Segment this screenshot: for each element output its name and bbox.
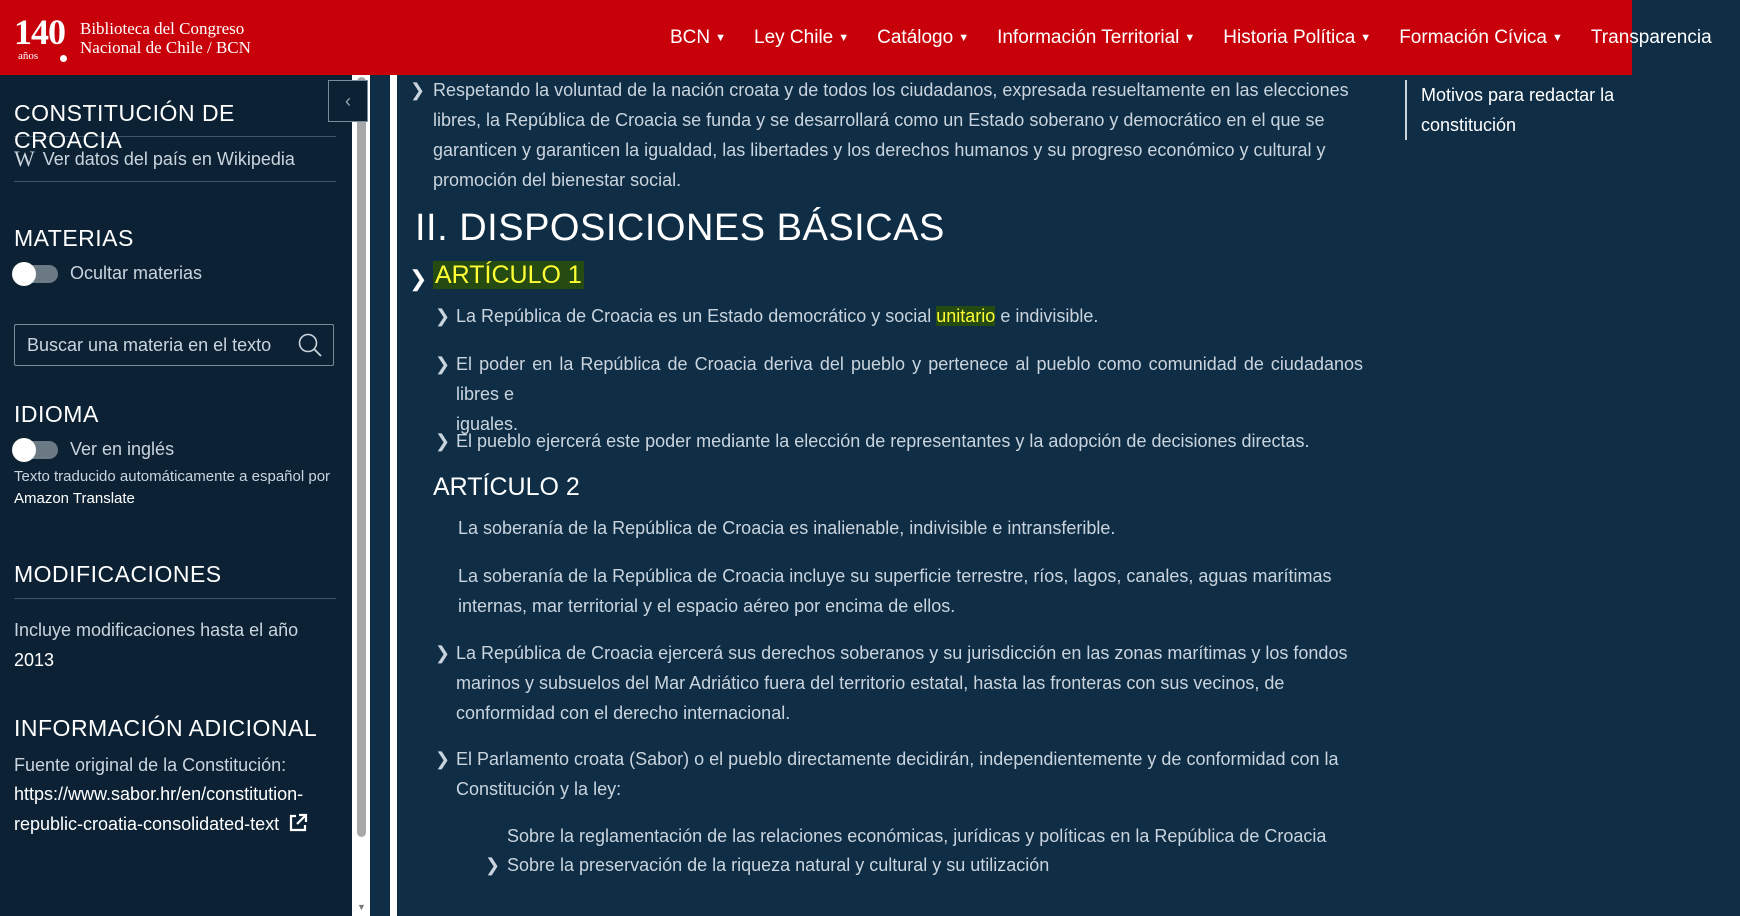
article-2-title: ARTÍCULO 2 [433,473,580,501]
materia-search-input[interactable] [27,335,287,356]
sidebar-scrollbar-thumb[interactable] [357,77,366,837]
anniversary-140-logo-icon [10,10,68,66]
article-1-title-text: ARTÍCULO 1 [435,261,582,289]
constitution-text [397,75,1387,916]
text-line: La soberanía de la República de Croacia incluye su superficie terrestre, ríos, lagos, canales, aguas marítimas [458,566,1332,586]
text-line: El poder en la República de Croacia deriva del pueblo y pertenece al pueblo como comunidad de ciudadanos libres e [456,354,1363,404]
source-label: Fuente original de la Constitución: [14,755,287,775]
materias-toggle-row [14,263,202,284]
modificaciones-heading: MODIFICACIONES [14,561,222,587]
chevron-right-icon[interactable]: ❯ [435,354,451,374]
logo-number: 140 [14,12,65,52]
modificaciones-block [14,561,336,599]
modificaciones-text [14,615,336,675]
collapse-sidebar-button[interactable] [328,80,368,122]
article-2-subitem-2: Sobre la preservación de la riqueza natural y cultural y su utilización [507,855,1050,875]
constitution-title: CONSTITUCIÓN DE CROACIA [14,100,235,153]
nav-item-transparencia[interactable] [1591,27,1712,49]
nav-item-historia-politica[interactable] [1223,27,1371,49]
translation-note [14,466,336,510]
toc-item-line: Motivos para redactar la [1421,85,1615,105]
scroll-down-arrow-icon[interactable]: ▼ [357,902,366,912]
text-line: iguales. [456,414,519,434]
article-1-paragraph-1 [456,301,1356,331]
chevron-right-icon[interactable]: ❯ [409,266,428,291]
chevron-right-icon[interactable]: ❯ [435,306,451,326]
caret-down-icon: ▼ [1184,31,1196,44]
nav-label: Catálogo [877,26,954,48]
ocultar-materias-label: Ocultar materias [70,263,203,283]
source-link-line-1: https://www.sabor.hr/en/constitution- [14,784,304,804]
article-2-paragraph-4 [456,744,1363,804]
chevron-left-icon: ‹ [345,90,351,111]
logo-dot [60,55,67,62]
logo-text [80,19,251,57]
toc-item-motivos[interactable] [1421,80,1625,140]
article-1-title [433,261,584,290]
top-navbar [0,0,1712,75]
sidebar-scrollbar[interactable] [352,75,370,916]
source-link[interactable] [14,779,336,839]
translation-note-text: Texto traducido automáticamente a español por [14,468,331,485]
intro-line: garanticen y garanticen la igualdad, las libertades y los derechos humanos y su progreso económico y cultural y [433,140,1326,160]
text-line: El Parlamento croata (Sabor) o el pueblo directamente decidirán, independientemente y de conformidad con la [456,749,1339,769]
main-nav [670,0,1740,75]
search-icon[interactable] [297,332,323,358]
logo-line-2: Nacional de Chile / BCN [80,38,251,57]
chevron-right-icon[interactable]: ❯ [485,855,501,875]
wiki-link-block [14,137,336,182]
logo-years: años [18,50,39,62]
wikipedia-icon: W [14,146,35,171]
sidebar-title-block [14,100,336,153]
nav-label: BCN [670,26,711,48]
article-2-paragraph-2 [458,561,1363,621]
article-2-subitem-1: Sobre la reglamentación de las relaciones económicas, jurídicas y políticas en la República de Croacia [507,826,1327,846]
nav-label: Formación Cívica [1399,26,1548,48]
intro-line: Respetando la voluntad de la nación croata y de todos los ciudadanos, expresada resueltamente en las elecciones [433,80,1349,100]
text-span: La República de Croacia es un Estado democrático y social [456,306,937,326]
caret-down-icon: ▼ [715,31,727,44]
nav-label: Ley Chile [754,26,834,48]
text-line: Constitución y la ley: [456,779,622,799]
modificaciones-label: Incluye modificaciones hasta el año [14,620,299,640]
nav-item-ley-chile[interactable] [754,27,849,49]
text-span: e indivisible. [995,306,1099,326]
intro-paragraph [433,75,1363,195]
article-1-paragraph-3: El pueblo ejercerá este poder mediante la elección de representantes y la adopción de decisiones directas. [456,431,1310,451]
caret-down-icon: ▼ [1360,31,1372,44]
intro-line: libres, la República de Croacia se funda y se desarrollará como un Estado soberano y democrático en el que se [433,110,1325,130]
idioma-toggle-row [14,439,174,460]
nav-label: Historia Política [1223,26,1356,48]
table-of-contents [1405,80,1625,140]
nav-item-formacion-civica[interactable] [1399,27,1563,49]
chevron-right-icon[interactable]: ❯ [435,643,451,663]
materias-heading: MATERIAS [14,225,134,251]
nav-label: Información Territorial [997,26,1180,48]
materia-search-box [14,324,334,366]
section-title: II. DISPOSICIONES BÁSICAS [415,207,945,249]
ver-en-ingles-toggle[interactable] [14,441,58,459]
highlighted-term[interactable]: unitario [936,306,996,326]
translation-service: Amazon Translate [14,490,135,507]
chevron-right-icon[interactable]: ❯ [435,431,451,451]
caret-down-icon: ▼ [958,31,970,44]
article-2-paragraph-1: La soberanía de la República de Croacia es inalienable, indivisible e intransferible. [458,518,1116,538]
wikipedia-link[interactable] [14,137,336,181]
nav-item-informacion-territorial[interactable] [997,27,1195,49]
text-line: conformidad con el derecho internacional. [456,703,791,723]
intro-line: promoción del bienestar social. [433,170,682,190]
chevron-right-icon[interactable]: ❯ [435,749,451,769]
external-link-icon [288,813,308,833]
ver-en-ingles-label: Ver en inglés [70,439,175,459]
nav-item-catalogo[interactable] [877,27,969,49]
caret-down-icon: ▼ [838,31,850,44]
caret-down-icon: ▼ [1552,31,1563,44]
sidebar [0,75,352,916]
nav-label: Transparencia [1590,26,1712,48]
chevron-right-icon[interactable]: ❯ [410,80,426,100]
modificaciones-year: 2013 [14,650,55,670]
source-link-line-2: republic-croatia-consolidated-text [14,814,280,834]
idioma-heading: IDIOMA [14,401,99,427]
content-divider [390,75,397,916]
nav-item-bcn[interactable] [670,27,726,49]
toc-item-line: constitución [1421,115,1517,135]
informacion-adicional-heading: INFORMACIÓN ADICIONAL [14,715,318,741]
ocultar-materias-toggle[interactable] [14,265,58,283]
wikipedia-link-label: Ver datos del país en Wikipedia [42,148,295,169]
text-line: La República de Croacia ejercerá sus derechos soberanos y su jurisdicción en las zonas marítimas y los fondos [456,643,1348,663]
logo-line-1: Biblioteca del Congreso [80,19,245,38]
text-line: marinos y subsuelos del Mar Adriático fuera del territorio estatal, hasta las fronteras con sus vecinos, de [456,673,1285,693]
article-2-paragraph-3 [456,638,1363,728]
text-line: internas, mar territorial y el espacio aéreo por encima de ellos. [458,596,956,616]
bcn-logo[interactable] [10,8,251,68]
